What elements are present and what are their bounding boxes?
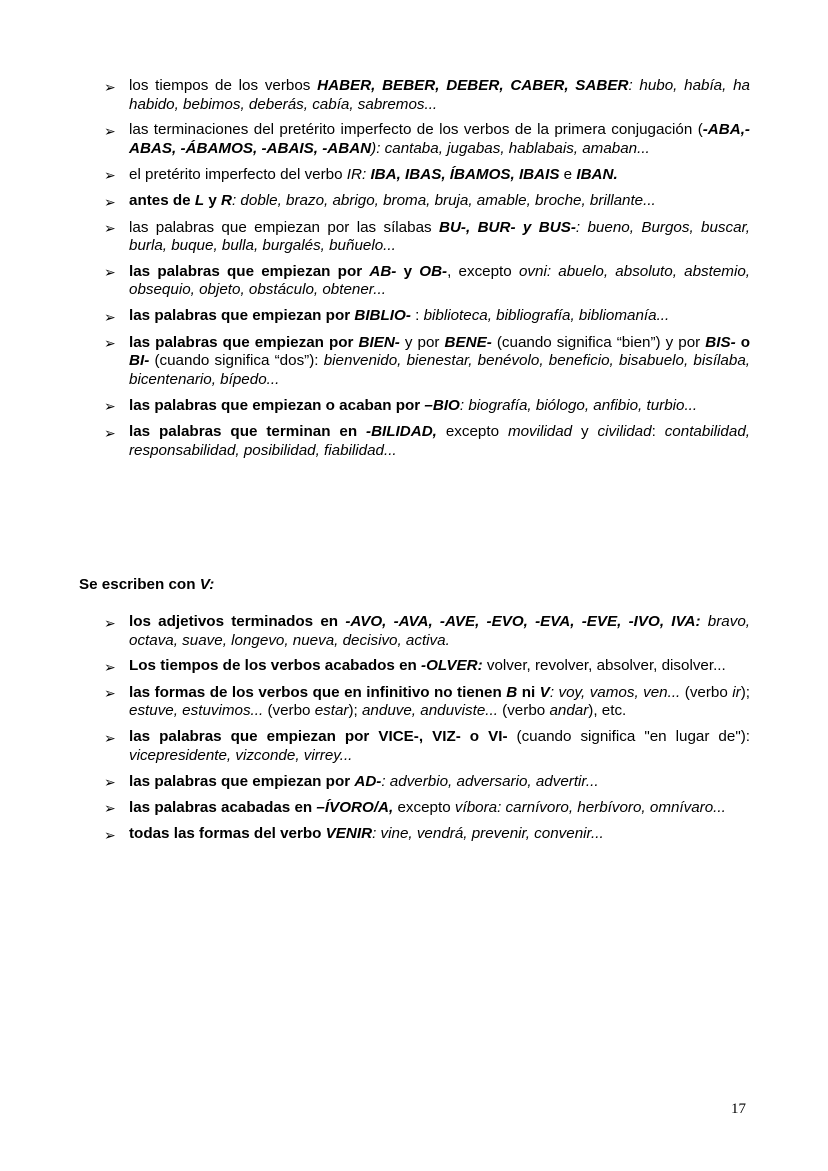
rule-text xyxy=(129,192,750,211)
text-segment: y por xyxy=(399,333,445,351)
arrow-bullet-icon: ➢ xyxy=(104,398,116,415)
text-segment: las palabras que empiezan por xyxy=(129,262,370,280)
text-segment: excepto xyxy=(393,798,455,816)
text-segment: : xyxy=(651,423,665,441)
text-segment: los adjetivos terminados en xyxy=(129,613,346,630)
text-segment: V: xyxy=(199,576,215,593)
rule-text xyxy=(129,773,750,792)
section-heading-v xyxy=(79,575,214,594)
text-segment: L xyxy=(194,192,205,210)
text-segment: las palabras que empiezan por VICE-, VIZ- o VI- xyxy=(129,728,508,746)
v-rule-item xyxy=(104,825,750,844)
arrow-bullet-icon: ➢ xyxy=(104,308,116,325)
arrow-bullet-icon: ➢ xyxy=(104,220,116,237)
text-segment: y xyxy=(204,192,222,210)
v-rule-item xyxy=(104,684,750,721)
text-segment: las palabras que terminan en xyxy=(129,423,367,441)
text-segment: las palabras que empiezan por xyxy=(129,772,355,790)
arrow-bullet-icon: ➢ xyxy=(104,826,116,843)
text-segment: , excepto xyxy=(447,262,519,280)
rule-text xyxy=(129,825,750,844)
arrow-bullet-icon: ➢ xyxy=(104,78,116,95)
b-rule-item xyxy=(104,307,750,326)
text-segment: : biografía, biólogo, anfibio, turbio... xyxy=(459,396,698,414)
rule-text xyxy=(129,334,750,390)
text-segment: BENE- xyxy=(444,333,492,351)
text-segment: –BIO xyxy=(424,396,460,414)
rule-text xyxy=(129,657,750,676)
b-rule-item xyxy=(104,263,750,300)
text-segment: ir xyxy=(732,683,741,701)
text-segment: : adverbio, adversario, advertir... xyxy=(381,772,599,790)
b-rule-item xyxy=(104,121,750,158)
text-segment: : hubo, había, ha habido, bebimos, deberás, cabía, sabremos... xyxy=(129,77,750,113)
arrow-bullet-icon: ➢ xyxy=(104,122,116,139)
text-segment: B xyxy=(506,683,518,701)
text-segment: y xyxy=(396,262,420,280)
text-segment: anduve, anduviste... xyxy=(361,702,498,720)
text-segment: las formas de los verbos que en infinitivo no tienen xyxy=(129,683,507,701)
text-segment: HABER, BEBER, DEBER, CABER, SABER xyxy=(317,77,629,94)
text-segment: (verbo xyxy=(263,702,315,720)
text-segment: vicepresidente, vizconde, virrey... xyxy=(129,746,353,764)
text-segment: antes de xyxy=(129,192,195,210)
text-segment: : bueno, Burgos, buscar, burla, buque, bulla, burgalés, buñuelo... xyxy=(129,218,751,255)
b-rule-item xyxy=(104,192,750,211)
text-segment: AD- xyxy=(354,772,382,790)
text-segment: -ABA,-ABAS, -ÁBAMOS, -ABAIS, -ABAN xyxy=(129,121,750,157)
text-segment: ), etc. xyxy=(588,702,627,720)
text-segment: : voy, vamos, ven... xyxy=(549,683,681,701)
text-segment: movilidad xyxy=(507,423,573,441)
rule-text xyxy=(129,728,750,765)
text-segment: AB- xyxy=(369,262,397,280)
b-rule-item xyxy=(104,334,750,390)
rule-text xyxy=(129,397,750,416)
text-segment: estuve, estuvimos... xyxy=(129,702,264,720)
text-segment: (verbo xyxy=(497,702,550,720)
text-segment: biblioteca, bibliografía, bibliomanía... xyxy=(423,307,670,325)
text-segment: IR: xyxy=(346,165,371,183)
text-segment: IBA, IBAS, ÍBAMOS, IBAIS xyxy=(370,165,560,183)
text-segment: : doble, brazo, abrigo, broma, bruja, amable, broche, brillante... xyxy=(231,192,656,210)
rule-text xyxy=(129,121,750,158)
text-segment: y xyxy=(572,423,598,441)
text-segment: -BILIDAD, xyxy=(366,423,437,441)
text-segment: V xyxy=(539,683,550,701)
text-segment: ): cantaba, jugabas, hablabais, amaban... xyxy=(371,139,650,157)
text-segment: o xyxy=(735,333,750,351)
text-segment: bienvenido, bienestar, benévolo, beneficio, bisabuelo, bisílaba, bicentenario, bípedo... xyxy=(129,352,750,388)
text-segment: excepto xyxy=(436,423,508,441)
text-segment: bravo, octava, suave, longevo, nueva, decisivo, activa. xyxy=(129,613,750,649)
v-rule-item xyxy=(104,657,750,676)
text-segment: el pretérito imperfecto del verbo xyxy=(129,165,347,183)
text-segment: –ÍVORO/A, xyxy=(316,798,394,816)
text-segment: víbora: carnívoro, herbívoro, omnívaro... xyxy=(454,798,726,816)
b-rules-list xyxy=(104,77,750,467)
text-segment: : vine, vendrá, prevenir, convenir... xyxy=(372,825,604,843)
text-segment: los tiempos de los verbos xyxy=(129,77,318,94)
text-segment: VENIR xyxy=(325,825,373,843)
text-segment: (verbo xyxy=(680,683,733,701)
page-number: 17 xyxy=(731,1101,746,1117)
text-segment: contabilidad, responsabilidad, posibilidad, fiabilidad... xyxy=(129,423,750,459)
rule-text xyxy=(129,613,750,650)
arrow-bullet-icon: ➢ xyxy=(104,800,116,817)
rule-text xyxy=(129,307,750,326)
text-segment: -AVO, -AVA, -AVE, -EVO, -EVA, -EVE, -IVO, IVA: xyxy=(345,613,701,630)
b-rule-item xyxy=(104,397,750,416)
v-rule-item xyxy=(104,799,750,818)
text-segment: andar xyxy=(549,702,589,720)
text-segment: estar xyxy=(314,702,349,720)
arrow-bullet-icon: ➢ xyxy=(104,658,116,675)
text-segment: OB- xyxy=(419,262,448,280)
text-segment: e xyxy=(559,165,577,183)
text-segment: volver, revolver, absolver, disolver... xyxy=(482,657,726,675)
text-segment: ni xyxy=(517,683,540,701)
text-segment: BI- xyxy=(129,352,150,370)
b-rule-item xyxy=(104,77,750,114)
arrow-bullet-icon: ➢ xyxy=(104,167,116,184)
text-segment: Se escriben con xyxy=(79,576,200,593)
text-segment: -OLVER: xyxy=(421,657,483,675)
text-segment: las palabras que empiezan o acaban por xyxy=(129,396,425,414)
arrow-bullet-icon: ➢ xyxy=(104,264,116,281)
arrow-bullet-icon: ➢ xyxy=(104,685,116,702)
text-segment: (cuando significa “dos”): xyxy=(149,352,324,370)
rule-text xyxy=(129,423,750,460)
text-segment: las palabras que empiezan por xyxy=(129,307,355,325)
text-segment: R xyxy=(221,192,232,210)
b-rule-item xyxy=(104,166,750,185)
text-segment: : xyxy=(410,307,424,325)
rule-text xyxy=(129,166,750,185)
text-segment: todas las formas del verbo xyxy=(129,825,326,843)
text-segment: BIEN- xyxy=(358,333,400,351)
v-rule-item xyxy=(104,728,750,765)
arrow-bullet-icon: ➢ xyxy=(104,614,116,631)
text-segment: ovni: abuelo, absoluto, abstemio, obsequio, objeto, obstáculo, obtener... xyxy=(129,262,750,299)
text-segment: las palabras que empiezan por xyxy=(129,333,359,351)
text-segment: ); xyxy=(348,702,362,720)
rule-text xyxy=(129,799,750,818)
b-rule-item xyxy=(104,219,750,256)
text-segment: BU-, BUR- y BUS- xyxy=(439,218,576,236)
text-segment: BIBLIO- xyxy=(354,307,411,325)
rule-text xyxy=(129,684,750,721)
rule-text xyxy=(129,219,750,256)
text-segment: las palabras que empiezan por las sílabas xyxy=(129,218,439,236)
arrow-bullet-icon: ➢ xyxy=(104,335,116,352)
v-rules-list xyxy=(104,613,750,852)
v-rule-item xyxy=(104,613,750,650)
arrow-bullet-icon: ➢ xyxy=(104,774,116,791)
arrow-bullet-icon: ➢ xyxy=(104,424,116,441)
text-segment: las palabras acabadas en xyxy=(129,798,317,816)
rule-text xyxy=(129,77,750,114)
text-segment: Los tiempos de los verbos acabados en xyxy=(129,657,422,675)
text-segment: civilidad xyxy=(597,423,652,441)
arrow-bullet-icon: ➢ xyxy=(104,193,116,210)
text-segment: BIS- xyxy=(705,333,736,351)
v-rule-item xyxy=(104,773,750,792)
text-segment: ); xyxy=(740,683,750,701)
text-segment: las terminaciones del pretérito imperfecto de los verbos de la primera conjugación ( xyxy=(129,121,703,139)
b-rule-item xyxy=(104,423,750,460)
text-segment: (cuando significa "en lugar de"): xyxy=(507,728,750,746)
arrow-bullet-icon: ➢ xyxy=(104,729,116,746)
text-segment: (cuando significa “bien”) y por xyxy=(491,333,706,351)
rule-text xyxy=(129,263,750,300)
text-segment: IBAN. xyxy=(576,165,618,183)
